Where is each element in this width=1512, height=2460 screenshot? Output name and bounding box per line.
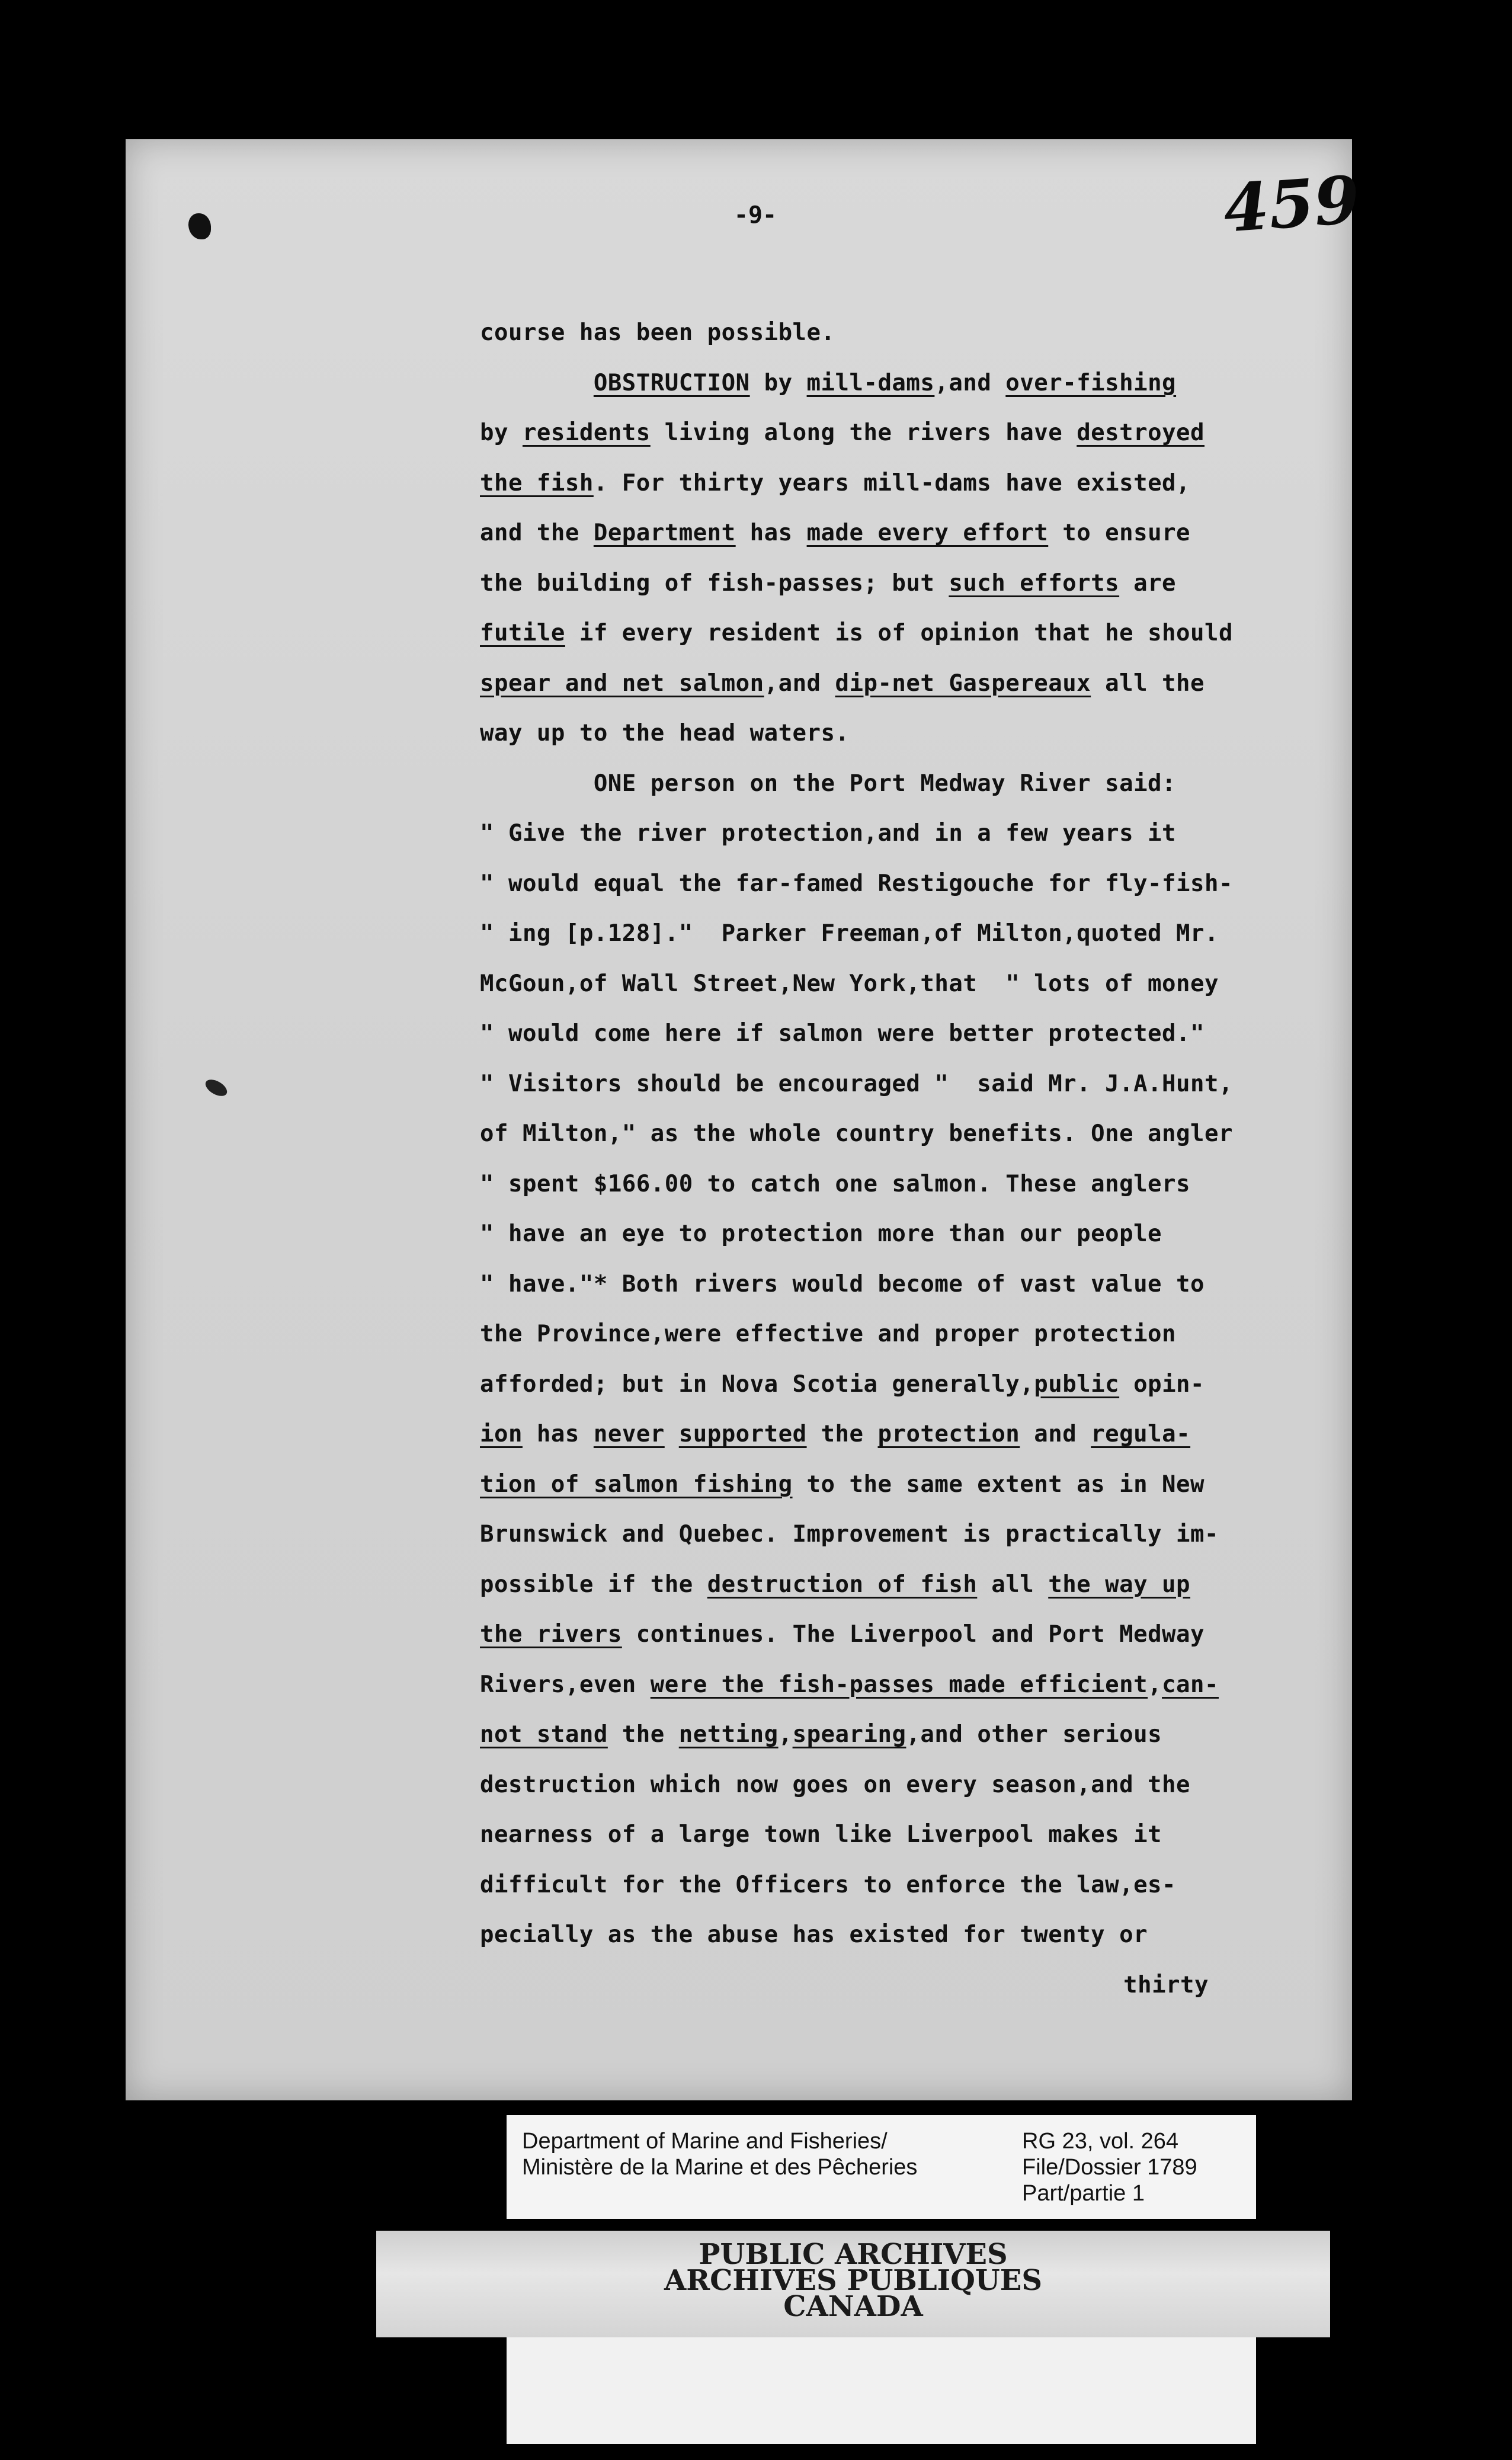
underlined-text: spearing xyxy=(792,1721,906,1748)
blank-card-strip xyxy=(507,2337,1256,2444)
text-line xyxy=(480,1009,1333,1059)
text-line xyxy=(480,709,1333,759)
text-line xyxy=(480,608,1333,659)
handwritten-folio-number: 459 xyxy=(1221,161,1362,247)
stamp-line-public-archives: PUBLIC ARCHIVES xyxy=(699,2238,1008,2271)
text-line xyxy=(480,559,1333,609)
text-line xyxy=(480,1260,1333,1310)
underlined-text: such efforts xyxy=(949,569,1120,597)
text-line xyxy=(480,759,1333,809)
record-group-volume: RG 23, vol. 264 xyxy=(1022,2129,1179,2154)
text-line xyxy=(480,308,1333,358)
underlined-text: destroyed xyxy=(1077,419,1205,446)
text-segment: way up to the head waters. xyxy=(480,720,850,747)
text-segment: living along the rivers have xyxy=(650,419,1077,446)
department-label xyxy=(522,2128,917,2180)
text-line xyxy=(480,1510,1333,1560)
text-line xyxy=(480,809,1333,859)
text-line xyxy=(480,408,1333,459)
text-line xyxy=(480,1560,1333,1610)
text-line xyxy=(480,1860,1333,1911)
underlined-text: public xyxy=(1034,1370,1120,1398)
text-line xyxy=(480,1309,1333,1360)
underlined-text: destruction of fish xyxy=(707,1571,978,1598)
text-segment: ,and other serious xyxy=(906,1721,1162,1748)
text-segment: " Visitors should be encouraged " said Mr. J.A.Hunt, xyxy=(480,1070,1233,1097)
text-line xyxy=(480,859,1333,909)
text-segment: the xyxy=(607,1721,679,1748)
underlined-text: ion xyxy=(480,1421,523,1447)
text-line xyxy=(480,1209,1333,1260)
underlined-text: OBSTRUCTION xyxy=(593,369,750,396)
text-segment: by xyxy=(480,419,523,446)
underlined-text: regula- xyxy=(1091,1421,1191,1447)
text-line xyxy=(480,959,1333,1010)
underlined-text: never xyxy=(593,1421,665,1447)
text-segment: to the same extent as in New xyxy=(792,1471,1205,1498)
text-segment: " spent $166.00 to catch one salmon. These anglers xyxy=(480,1170,1190,1197)
stamp-line-archives-publiques: ARCHIVES PUBLIQUES xyxy=(664,2264,1042,2297)
text-segment: to ensure xyxy=(1048,520,1191,546)
text-segment: has xyxy=(522,1421,594,1447)
underlined-text: over-fishing xyxy=(1005,369,1177,396)
text-segment: afforded; but in Nova Scotia generally, xyxy=(480,1370,1034,1398)
text-segment: ,and xyxy=(764,670,835,697)
text-line xyxy=(480,1961,1333,2011)
text-segment: course has been possible. xyxy=(480,319,835,346)
text-segment: " would equal the far-famed Restigouche for fly-fish- xyxy=(480,870,1233,897)
underlined-text: supported xyxy=(678,1421,807,1447)
underlined-text: mill-dams xyxy=(806,369,935,396)
text-segment: all the xyxy=(1091,670,1205,697)
text-segment xyxy=(665,1421,679,1447)
text-segment: are xyxy=(1119,569,1177,597)
text-segment: , xyxy=(778,1721,793,1748)
stamp-line-canada: CANADA xyxy=(783,2290,923,2323)
underlined-text: made every effort xyxy=(806,520,1049,546)
page-number: -9- xyxy=(733,201,777,229)
underlined-text: the way up xyxy=(1048,1571,1191,1598)
text-line xyxy=(480,1710,1333,1760)
text-line xyxy=(480,1810,1333,1860)
text-segment: , xyxy=(1148,1671,1162,1698)
text-line xyxy=(480,1410,1333,1460)
department-name-en: Department of Marine and Fisheries/ xyxy=(522,2129,888,2154)
text-segment: ,and xyxy=(934,369,1006,396)
text-segment: pecially as the abuse has existed for twenty or xyxy=(480,1921,1148,1948)
text-segment: continues. The Liverpool and Port Medway xyxy=(622,1621,1205,1648)
text-segment: thirty xyxy=(1123,1971,1209,1998)
text-segment: possible if the xyxy=(480,1571,707,1598)
underlined-text: Department xyxy=(593,520,736,546)
text-segment xyxy=(480,370,594,396)
text-segment: Brunswick and Quebec. Improvement is practically im- xyxy=(480,1521,1219,1548)
underlined-text: spear and net salmon xyxy=(480,670,764,697)
text-segment: " have."* Both rivers would become of vast value to xyxy=(480,1270,1205,1298)
underlined-text: dip-net Gaspereaux xyxy=(835,670,1091,697)
text-line xyxy=(480,1360,1333,1410)
text-line xyxy=(480,1760,1333,1811)
text-segment: McGoun,of Wall Street,New York,that " lots of money xyxy=(480,970,1219,997)
underlined-text: futile xyxy=(480,620,565,646)
text-segment: " Give the river protection,and in a few years it xyxy=(480,820,1177,847)
text-segment: has xyxy=(735,520,807,546)
text-segment: of Milton," as the whole country benefits. One angler xyxy=(480,1120,1233,1147)
text-line xyxy=(480,1460,1333,1510)
text-line xyxy=(480,1910,1333,1961)
text-segment: difficult for the Officers to enforce the law,es- xyxy=(480,1871,1177,1898)
reference-label xyxy=(1022,2128,1197,2206)
typewritten-body-text xyxy=(480,308,1333,2010)
text-line xyxy=(480,1610,1333,1660)
text-line xyxy=(480,909,1333,959)
text-line xyxy=(480,459,1333,509)
text-line xyxy=(480,358,1333,409)
text-line xyxy=(480,659,1333,709)
underlined-text: the rivers xyxy=(480,1621,622,1648)
text-segment: " would come here if salmon were better protected." xyxy=(480,1020,1205,1047)
underlined-text: tion of salmon fishing xyxy=(480,1471,793,1498)
part-partie: Part/partie 1 xyxy=(1022,2181,1145,2206)
text-segment: the building of fish-passes; but xyxy=(480,569,949,597)
text-segment: Rivers,even xyxy=(480,1671,651,1698)
text-segment: " ing [p.128]." Parker Freeman,of Milton,quoted Mr. xyxy=(480,920,1219,947)
underlined-text: protection xyxy=(877,1421,1020,1447)
underlined-text: the fish xyxy=(480,469,594,497)
underlined-text: not stand xyxy=(480,1721,608,1748)
text-segment: ONE person on the Port Medway River said: xyxy=(480,770,1177,797)
text-segment: " have an eye to protection more than our people xyxy=(480,1221,1162,1247)
text-segment: all xyxy=(977,1571,1049,1598)
department-name-fr: Ministère de la Marine et des Pêcheries xyxy=(522,2155,918,2180)
text-segment: and xyxy=(1020,1421,1091,1447)
text-segment: . For thirty years mill-dams have existed, xyxy=(593,469,1191,497)
text-line xyxy=(480,1660,1333,1711)
underlined-text: were the fish-passes made efficient xyxy=(650,1671,1148,1698)
text-line xyxy=(480,1159,1333,1210)
underlined-text: residents xyxy=(522,419,651,446)
text-segment: the Province,were effective and proper protection xyxy=(480,1321,1177,1347)
text-segment: if every resident is of opinion that he should xyxy=(565,620,1233,646)
file-dossier: File/Dossier 1789 xyxy=(1022,2155,1197,2180)
text-segment: nearness of a large town like Liverpool makes it xyxy=(480,1821,1162,1848)
stamp-text xyxy=(376,2238,1330,2323)
text-segment: opin- xyxy=(1119,1370,1205,1398)
text-line xyxy=(480,1059,1333,1110)
text-segment: destruction which now goes on every season,and the xyxy=(480,1771,1190,1798)
archive-reference-label xyxy=(507,2115,1256,2219)
public-archives-stamp xyxy=(376,2231,1330,2337)
text-segment: and the xyxy=(480,520,594,546)
underlined-text: can- xyxy=(1162,1671,1219,1698)
text-line xyxy=(480,1109,1333,1159)
text-line xyxy=(480,508,1333,559)
text-segment: by xyxy=(749,369,807,396)
underlined-text: netting xyxy=(678,1721,779,1748)
text-segment: the xyxy=(806,1421,878,1447)
